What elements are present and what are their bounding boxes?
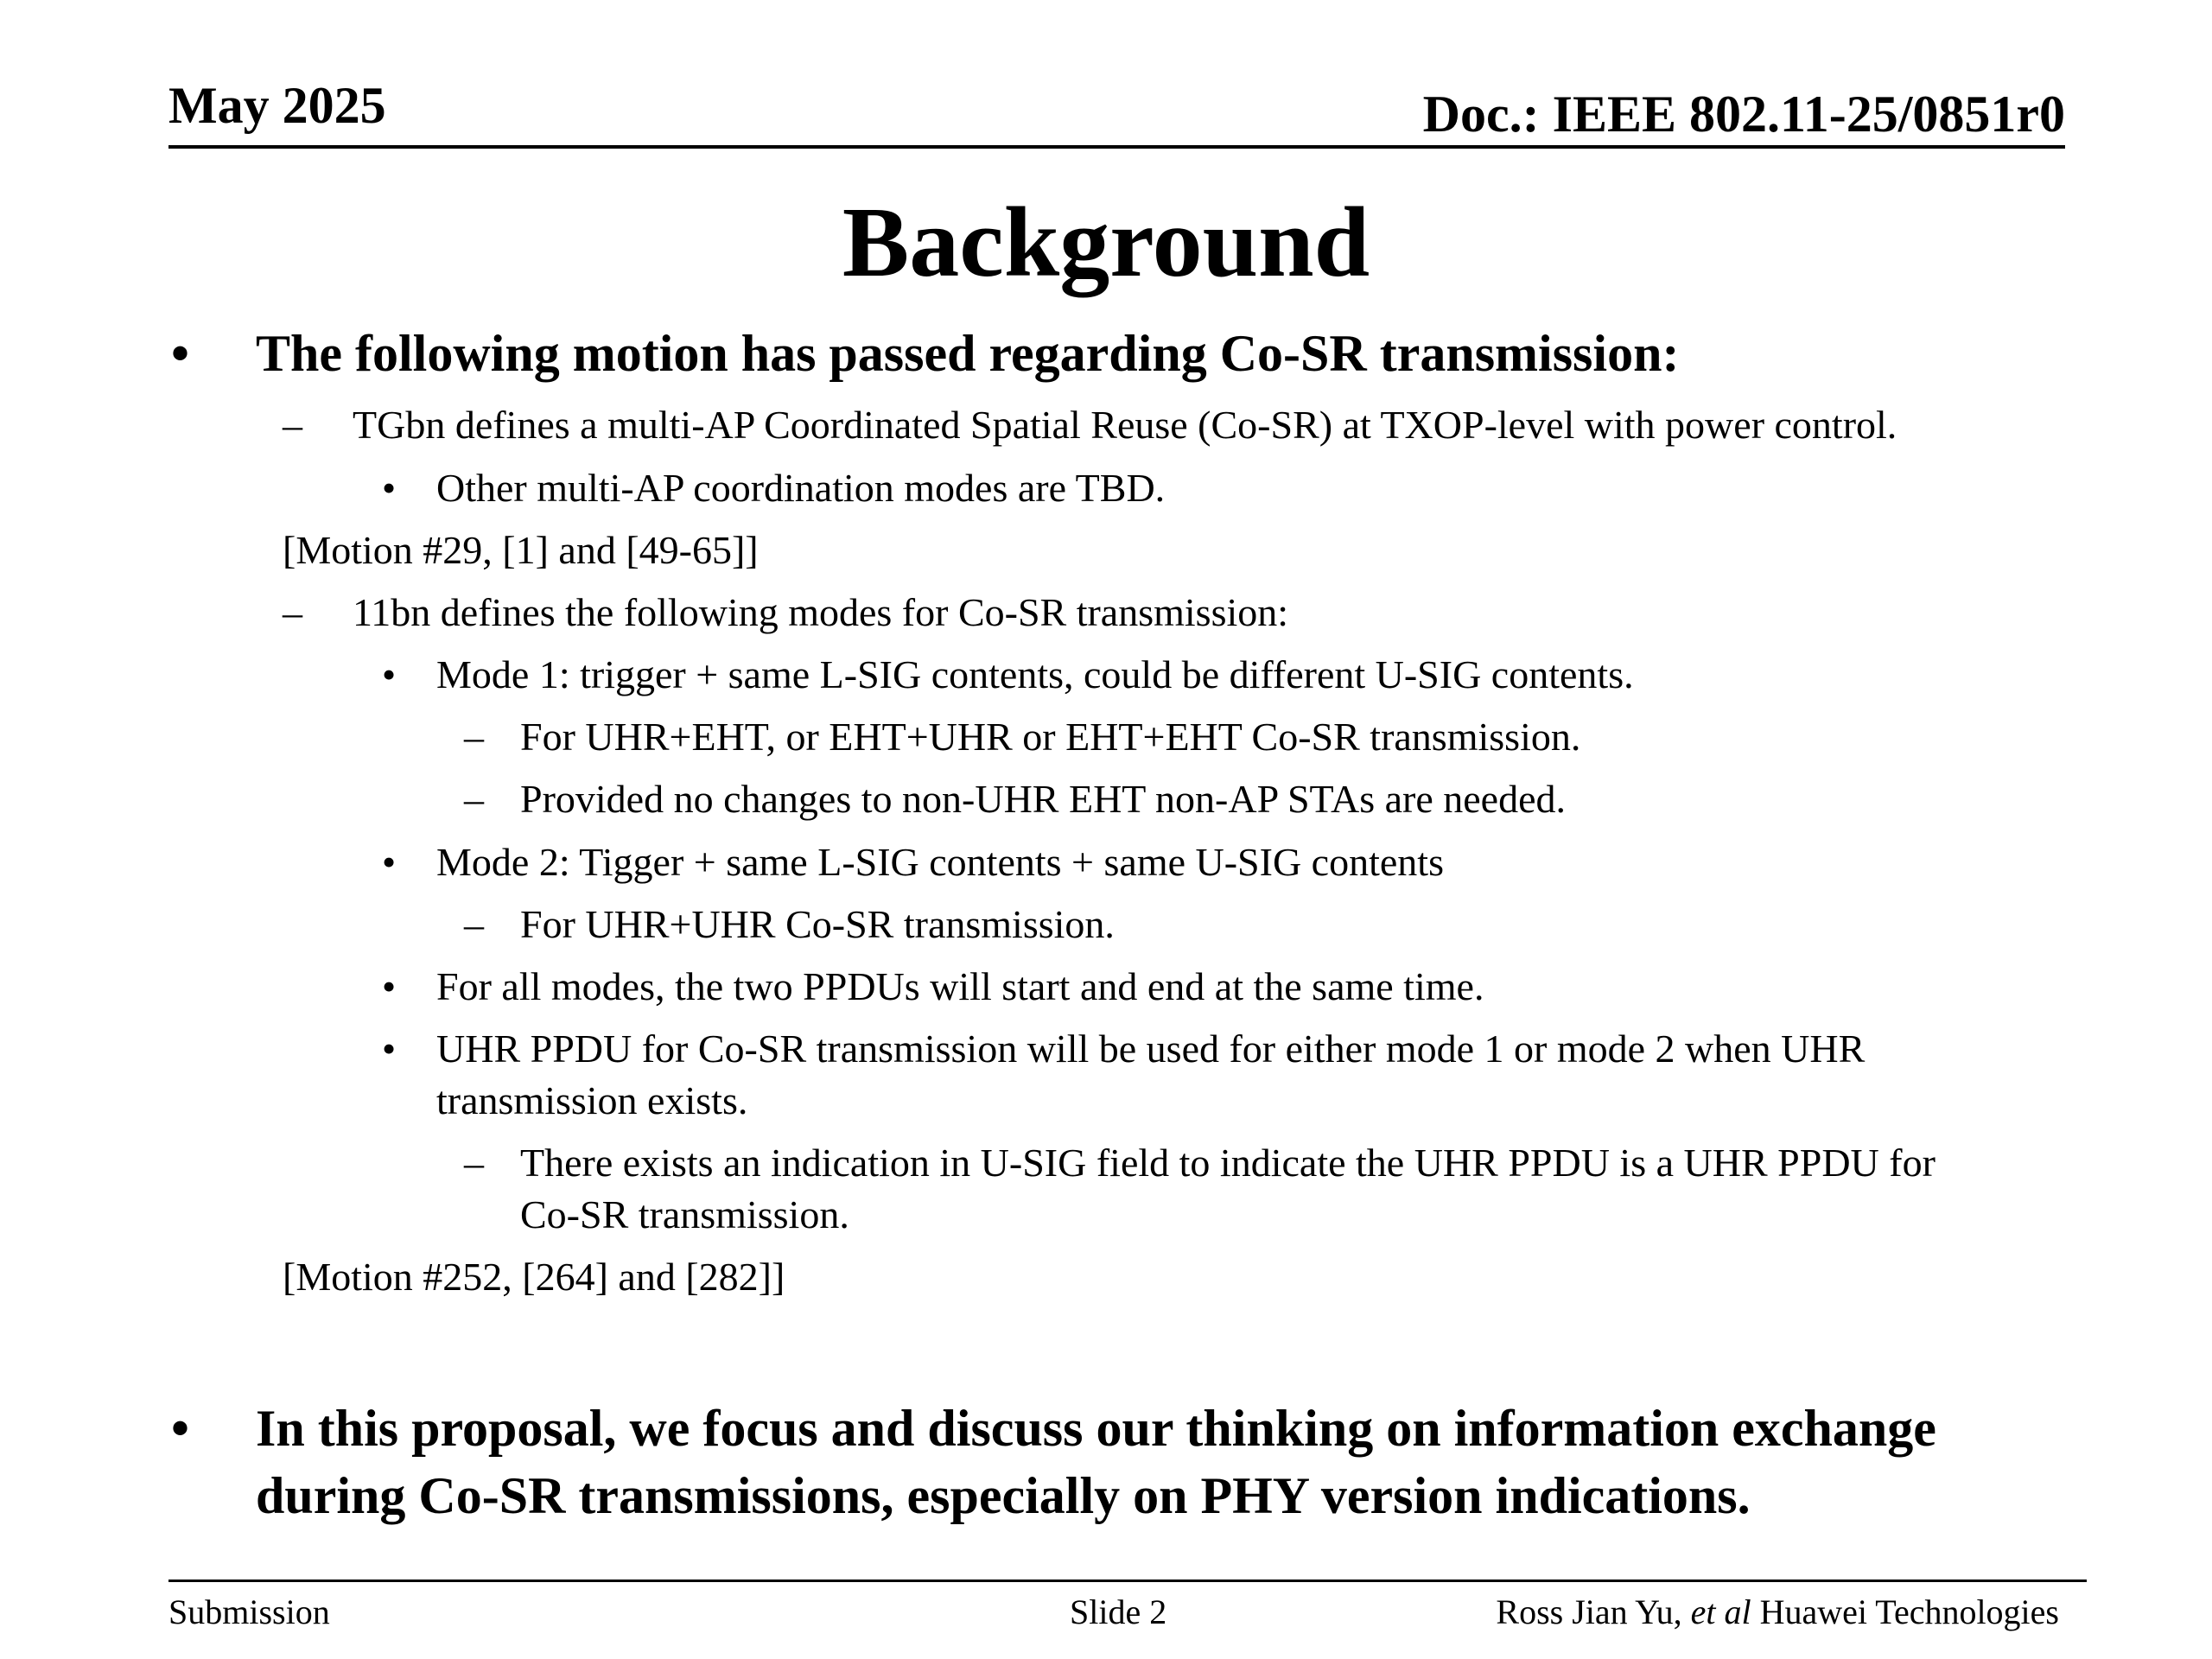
mode-2-item: Mode 2: Tigger + same L-SIG contents + same U-SIG contents xyxy=(436,840,1444,884)
bullet-motion-passed: The following motion has passed regarding Co-SR transmission: xyxy=(256,325,1680,382)
footer-company: Huawei Technologies xyxy=(1759,1592,2059,1631)
indication-item-line2: Co-SR transmission. xyxy=(520,1192,849,1236)
dash-marker: – xyxy=(283,590,302,634)
footer-author xyxy=(1496,1588,2059,1637)
dash-marker: – xyxy=(464,777,484,821)
footer-author-etal: et al xyxy=(1690,1592,1751,1631)
indication-item-line1: There exists an indication in U-SIG field to indicate the UHR PPDU is a UHR PPDU for xyxy=(520,1141,1936,1185)
footer-slide-number: Slide 2 xyxy=(1070,1592,1167,1631)
bullet-marker: • xyxy=(171,1400,190,1457)
proposal-focus-line1: In this proposal, we focus and discuss our thinking on information exchange xyxy=(256,1400,1936,1457)
footer-submission: Submission xyxy=(168,1592,330,1631)
bullet-marker: • xyxy=(171,325,190,382)
dash-marker: – xyxy=(464,1141,484,1185)
footer-author-name: Ross Jian Yu, xyxy=(1496,1592,1682,1631)
dash-marker: – xyxy=(283,403,302,447)
all-modes-item: For all modes, the two PPDUs will start and end at the same time. xyxy=(436,964,1484,1008)
dash-marker: – xyxy=(464,902,484,946)
bullet-marker: • xyxy=(382,652,397,696)
bullet-marker: • xyxy=(382,466,397,510)
bullet-marker: • xyxy=(382,964,397,1008)
motion-reference-2: [Motion #252, [264] and [282]] xyxy=(283,1255,785,1299)
motion-reference-1: [Motion #29, [1] and [49-65]] xyxy=(283,528,759,572)
proposal-focus-line2: during Co-SR transmissions, especially on PHY version indications. xyxy=(256,1467,1751,1524)
bullet-marker: • xyxy=(382,840,397,884)
sub-item-11bn-modes: 11bn defines the following modes for Co-SR transmission: xyxy=(353,590,1289,634)
bullet-marker: • xyxy=(382,1027,397,1071)
header-divider xyxy=(168,145,2065,149)
mode-1-detail-b: Provided no changes to non-UHR EHT non-AP STAs are needed. xyxy=(520,777,1566,821)
footer-divider xyxy=(168,1580,2087,1582)
mode-2-detail-a: For UHR+UHR Co-SR transmission. xyxy=(520,902,1115,946)
uhr-ppdu-item-line1: UHR PPDU for Co-SR transmission will be used for either mode 1 or mode 2 when UHR xyxy=(436,1027,1866,1071)
uhr-ppdu-item-line2: transmission exists. xyxy=(436,1078,748,1122)
mode-1-item: Mode 1: trigger + same L-SIG contents, could be different U-SIG contents. xyxy=(436,652,1634,696)
mode-1-detail-a: For UHR+EHT, or EHT+UHR or EHT+EHT Co-SR transmission. xyxy=(520,715,1581,759)
sub-item-other-modes: Other multi-AP coordination modes are TBD. xyxy=(436,466,1166,510)
dash-marker: – xyxy=(464,715,484,759)
slide-title: Background xyxy=(842,188,1370,298)
sub-item-tgbn: TGbn defines a multi-AP Coordinated Spatial Reuse (Co-SR) at TXOP-level with power control. xyxy=(353,403,1897,447)
header-doc-id: Doc.: IEEE 802.11-25/0851r0 xyxy=(1422,86,2065,143)
header-date: May 2025 xyxy=(168,77,386,134)
